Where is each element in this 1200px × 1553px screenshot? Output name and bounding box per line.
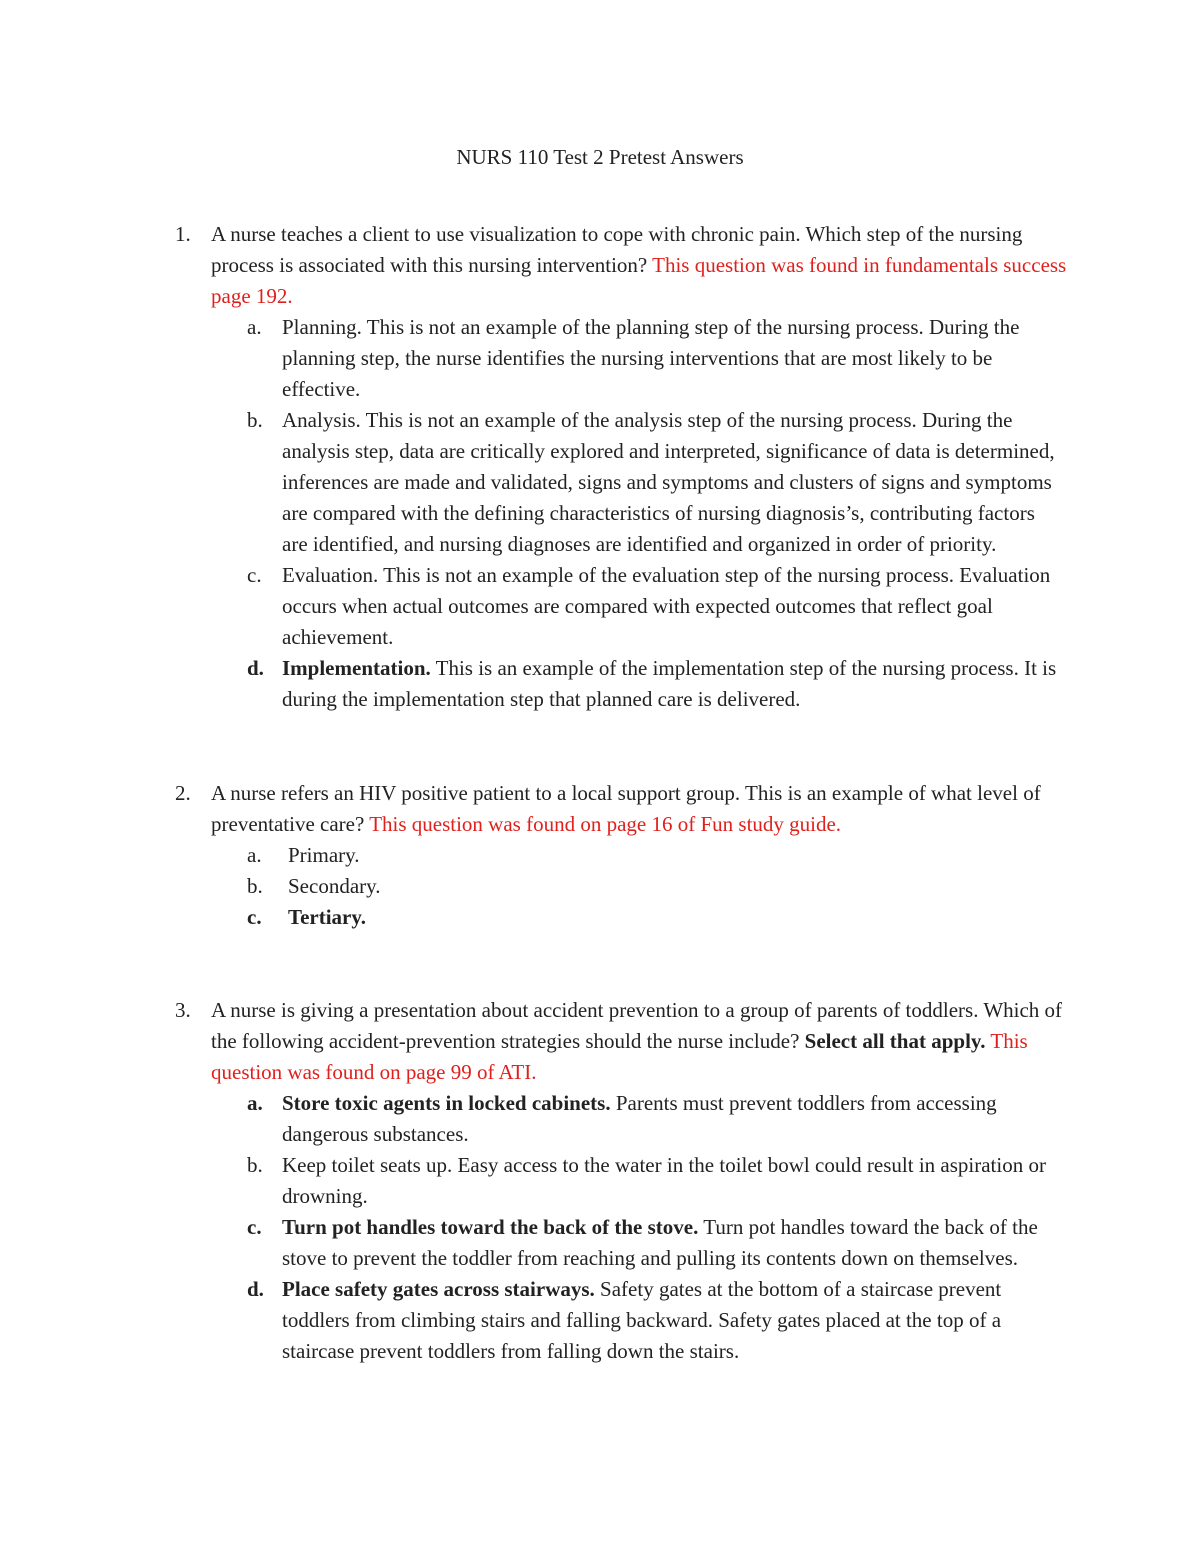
answer-option-c bbox=[211, 902, 1066, 933]
option-label-correct: Implementation. bbox=[282, 656, 431, 680]
option-letter: a. bbox=[247, 1091, 263, 1115]
option-explanation: Parents must prevent toddlers from accessing dangerous substances. bbox=[282, 1091, 997, 1146]
option-explanation: Easy access to the water in the toilet bowl could result in aspiration or drowning. bbox=[282, 1153, 1046, 1208]
answer-option-a bbox=[211, 312, 1060, 405]
question-stem bbox=[211, 778, 1071, 840]
option-letter: d. bbox=[247, 656, 264, 680]
question-text: A nurse is giving a presentation about accident prevention to a group of parents of toddlers. Which of the following accident-prevention strategies should the nurse include? bbox=[211, 998, 1063, 1053]
option-letter: d. bbox=[247, 1277, 264, 1301]
question-text: A nurse refers an HIV positive patient to a local support group. This is an example of what level of preventative care? bbox=[211, 781, 1041, 836]
answer-option-a bbox=[211, 1088, 1060, 1150]
option-letter: c. bbox=[247, 1215, 262, 1239]
document-title: NURS 110 Test 2 Pretest Answers bbox=[456, 145, 744, 169]
answer-option-c bbox=[211, 1212, 1060, 1274]
question-body bbox=[211, 778, 1071, 933]
option-explanation: Safety gates at the bottom of a staircase prevent toddlers from climbing stairs and falling backward. Safety gates placed at the top of a staircase prevent toddlers from falling down the stairs. bbox=[282, 1277, 1002, 1363]
option-label: Planning. bbox=[282, 315, 362, 339]
question-body bbox=[211, 995, 1071, 1367]
option-label: Primary. bbox=[288, 843, 360, 867]
option-explanation: This is not an example of the analysis step of the nursing process. During the analysis step, data are critically explored and interpreted, significance of data is determined, inferences are made and validated, signs and symptoms and clusters of signs and symptoms are compared with the defining characteristics of nursing diagnosis’s, contributing factors are identified, and nursing diagnoses are identified and organized in order of priority. bbox=[282, 408, 1055, 556]
question-number: 2. bbox=[175, 781, 191, 805]
option-letter: b. bbox=[247, 874, 263, 898]
answer-option-b bbox=[211, 1150, 1060, 1212]
question-reference: This question was found on page 16 of Fun study guide. bbox=[369, 812, 842, 836]
question-stem bbox=[211, 219, 1071, 312]
option-label: Analysis. bbox=[282, 408, 361, 432]
option-letter: a. bbox=[247, 843, 262, 867]
option-letter: a. bbox=[247, 315, 262, 339]
question-stem bbox=[211, 995, 1071, 1088]
option-explanation: This is not an example of the planning step of the nursing process. During the planning step, the nurse identifies the nursing interventions that are most likely to be effective. bbox=[282, 315, 1020, 401]
option-letter: c. bbox=[247, 905, 262, 929]
option-label-correct: Tertiary. bbox=[288, 905, 366, 929]
option-label: Keep toilet seats up. bbox=[282, 1153, 453, 1177]
question-number: 1. bbox=[175, 222, 191, 246]
answer-options bbox=[211, 312, 1071, 715]
question-number: 3. bbox=[175, 998, 191, 1022]
answer-option-c bbox=[211, 560, 1060, 653]
answer-option-b bbox=[211, 871, 1066, 902]
answer-option-d bbox=[211, 1274, 1060, 1367]
question-body bbox=[211, 219, 1071, 715]
option-explanation: This is an example of the implementation step of the nursing process. It is during the implementation step that planned care is delivered. bbox=[282, 656, 1057, 711]
answer-option-d bbox=[211, 653, 1060, 715]
question-reference: This question was found on page 99 of ATI. bbox=[211, 1029, 1028, 1084]
answer-options bbox=[211, 1088, 1071, 1367]
question-text: A nurse teaches a client to use visualization to cope with chronic pain. Which step of the nursing process is associated with this nursing intervention? bbox=[211, 222, 1023, 277]
option-letter: c. bbox=[247, 563, 262, 587]
answer-option-a bbox=[211, 840, 1066, 871]
question-instruction: Select all that apply. bbox=[804, 1029, 986, 1053]
option-explanation: Turn pot handles toward the back of the stove to prevent the toddler from reaching and pulling its contents down on themselves. bbox=[282, 1215, 1038, 1270]
question-reference: This question was found in fundamentals success page 192. bbox=[211, 253, 1067, 308]
option-label-correct: Store toxic agents in locked cabinets. bbox=[282, 1091, 611, 1115]
option-letter: b. bbox=[247, 408, 263, 432]
option-label-correct: Place safety gates across stairways. bbox=[282, 1277, 595, 1301]
option-label: Secondary. bbox=[288, 874, 381, 898]
answer-options bbox=[211, 840, 1071, 933]
option-label-correct: Turn pot handles toward the back of the stove. bbox=[282, 1215, 699, 1239]
option-letter: b. bbox=[247, 1153, 263, 1177]
option-explanation: This is not an example of the evaluation step of the nursing process. Evaluation occurs when actual outcomes are compared with expected outcomes that reflect goal achievement. bbox=[282, 563, 1051, 649]
answer-option-b bbox=[211, 405, 1060, 560]
option-label: Evaluation. bbox=[282, 563, 379, 587]
